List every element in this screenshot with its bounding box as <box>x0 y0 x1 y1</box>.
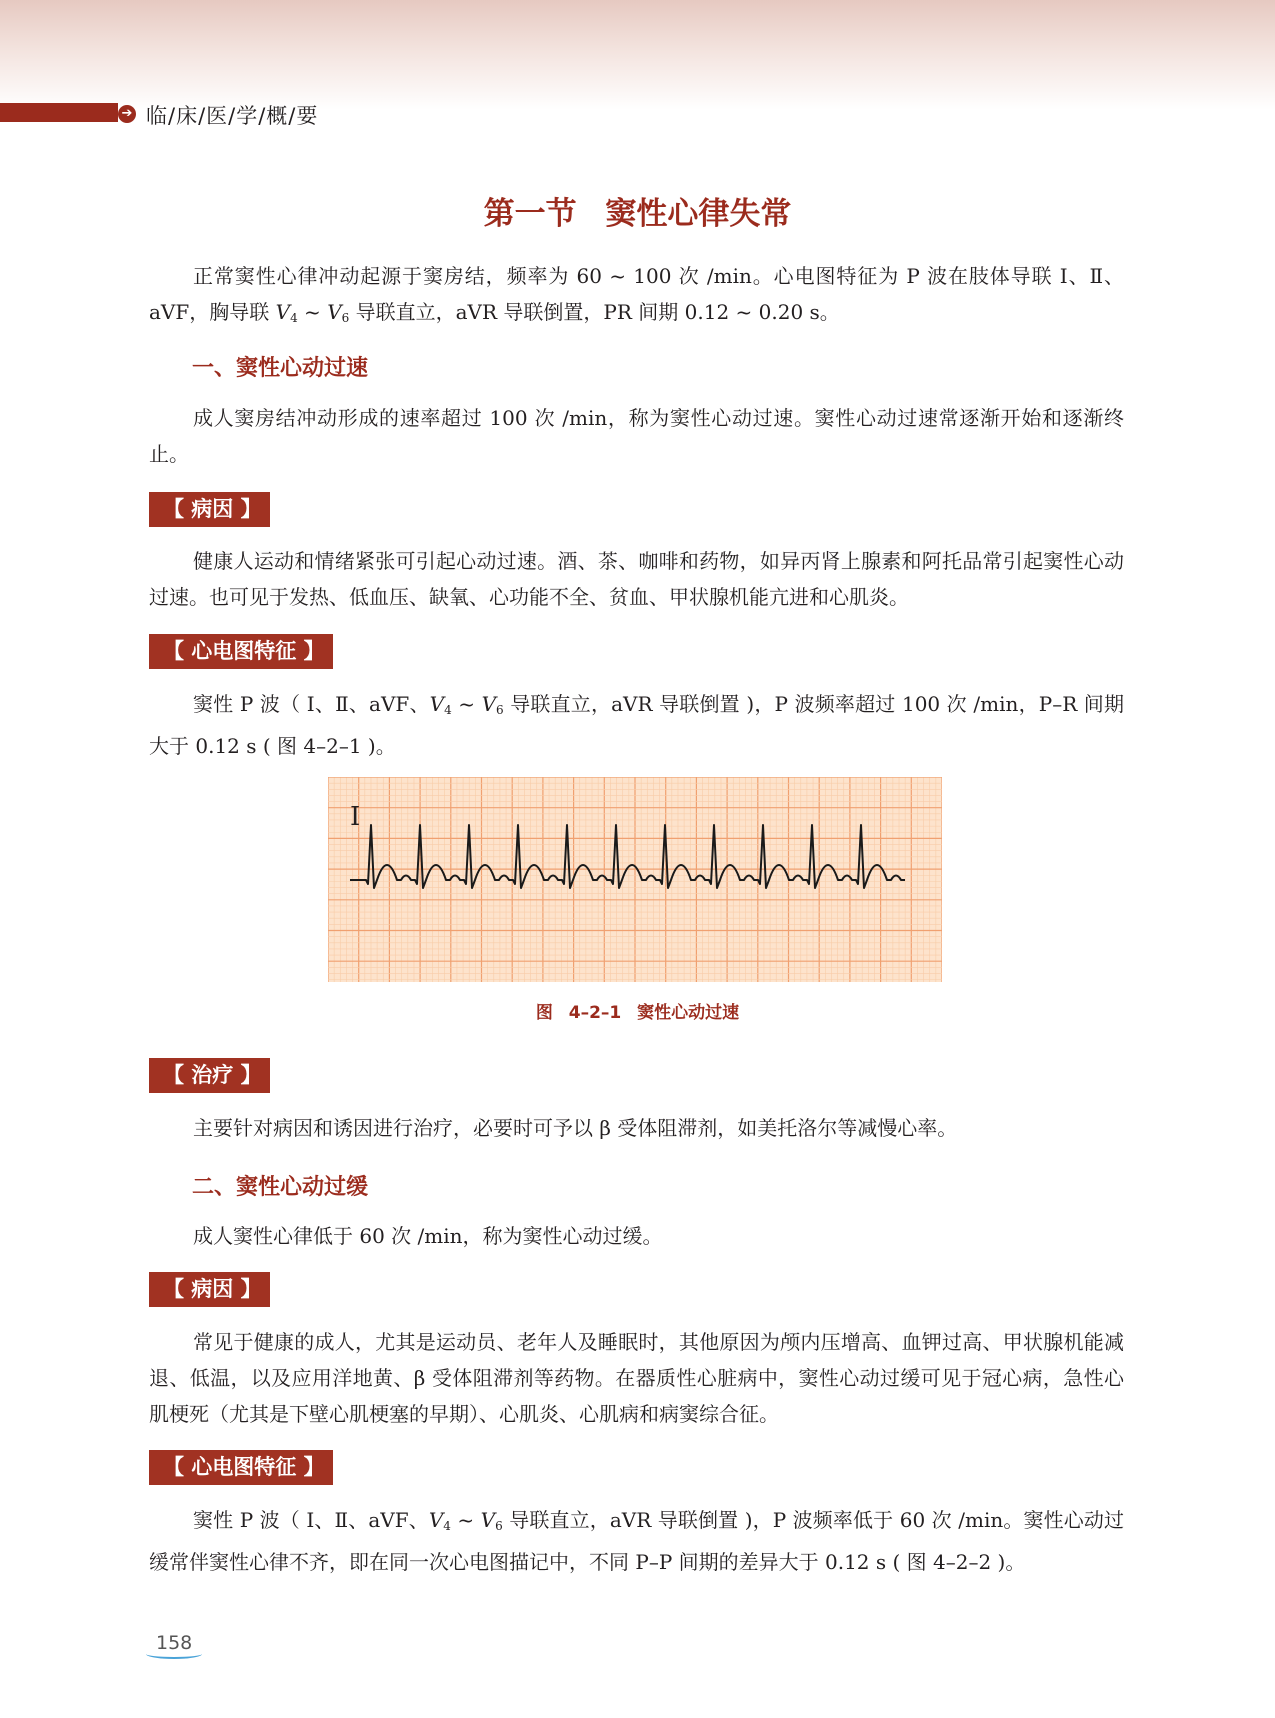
tachy-lead-v-to: V <box>481 692 497 716</box>
running-header-title: 临/床/医/学/概/要 <box>146 104 319 128</box>
brady-ecg-text <box>149 1502 1124 1580</box>
brady-ecg-text-1: 窦性 P 波（ Ⅰ、Ⅱ、aVF、 <box>193 1508 429 1532</box>
brady-lead-sub-to: 6 <box>495 1519 503 1533</box>
brady-lead-v-from: V <box>428 1508 444 1532</box>
header-arrow-icon: ➔ <box>118 105 136 123</box>
lead-v-to: V <box>327 300 342 324</box>
section-title: 第一节 窦性心律失常 <box>483 196 792 232</box>
brady-lead-sub-from: 4 <box>443 1519 451 1533</box>
tachy-lead-v-from: V <box>429 692 445 716</box>
intro-text-1: 正常窦性心律冲动起源于窦房结，频率为 60 ~ 100 次 /min。心电图特征为 P 波在肢体导联 Ⅰ、Ⅱ、aVF，胸导联 <box>149 264 1124 324</box>
tachy-treat-text: 主要针对病因和诱因进行治疗，必要时可予以 β 受体阻滞剂，如美托洛尔等减慢心率。 <box>193 1116 958 1140</box>
tachy-ecg-tilde: ~ <box>451 692 482 716</box>
brady-ecg-text-2: 导联直立，aVR 导联倒置 )，P 波频率低于 60 次 /min。窦性心动过缓常伴窦性心律不齐，即在同一次心电图描记中，不同 P–P 间期的差异大于 0.12 s ( 图 4–2–2 )。 <box>149 1508 1124 1574</box>
tachy-ecg-text-1: 窦性 P 波（ Ⅰ、Ⅱ、aVF、 <box>193 692 430 716</box>
tachy-lead-sub-from: 4 <box>444 703 452 717</box>
intro-tilde: ~ <box>297 300 328 324</box>
tachy-treat-tag: 【 治疗 】 <box>149 1058 270 1093</box>
page-number: 158 <box>156 1632 193 1654</box>
brady-definition: 成人窦性心律低于 60 次 /min，称为窦性心动过缓。 <box>193 1224 663 1248</box>
brady-heading: 二、窦性心动过缓 <box>192 1175 369 1200</box>
tachy-cause-tag: 【 病因 】 <box>149 492 270 527</box>
lead-sub-from: 4 <box>290 311 298 325</box>
tachy-ecg-text-2: 导联直立，aVR 导联倒置 )，P 波频率超过 100 次 /min，P–R 间期大于 0.12 s ( 图 4–2–1 )。 <box>149 692 1124 758</box>
tachy-ecg-tag: 【 心电图特征 】 <box>149 634 333 669</box>
brady-cause-tag: 【 病因 】 <box>149 1272 270 1307</box>
tachy-cause-text: 健康人运动和情绪紧张可引起心动过速。酒、茶、咖啡和药物，如异丙肾上腺素和阿托品常引起窦性心动过速。也可见于发热、低血压、缺氧、心功能不全、贫血、甲状腺机能亢进和心肌炎。 <box>149 549 1124 609</box>
lead-sub-to: 6 <box>341 311 350 325</box>
ecg-strip-image <box>328 777 942 982</box>
header-accent-bar <box>0 103 118 122</box>
brady-lead-v-to: V <box>480 1508 496 1532</box>
lead-v-from: V <box>275 300 291 324</box>
tachy-definition: 成人窦房结冲动形成的速率超过 100 次 /min，称为窦性心动过速。窦性心动过速常逐渐开始和逐渐终止。 <box>149 406 1124 466</box>
page-number-swoosh <box>146 1649 202 1659</box>
ecg-grid-lines <box>328 777 942 982</box>
intro-text-2: 导联直立，aVR 导联倒置，PR 间期 0.12 ~ 0.20 s。 <box>349 300 840 324</box>
intro-paragraph <box>149 258 1124 336</box>
top-gradient-band <box>0 0 1275 110</box>
ecg-figure <box>328 777 942 982</box>
brady-ecg-tag: 【 心电图特征 】 <box>149 1450 333 1485</box>
tachy-ecg-text <box>149 686 1124 764</box>
brady-cause-text: 常见于健康的成人，尤其是运动员、老年人及睡眠时，其他原因为颅内压增高、血钾过高、甲状腺机能减退、低温，以及应用洋地黄、β 受体阻滞剂等药物。在器质性心脏病中，窦性心动过缓可见于冠心病，急性心肌梗死（尤其是下壁心肌梗塞的早期）、心肌炎、心肌病和病窦综合征。 <box>149 1330 1124 1426</box>
figure-caption: 图 4–2–1 窦性心动过速 <box>535 1003 740 1023</box>
brady-ecg-tilde: ~ <box>450 1508 481 1532</box>
tachy-lead-sub-to: 6 <box>496 703 504 717</box>
tachy-heading: 一、窦性心动过速 <box>192 356 369 381</box>
ecg-lead-label: Ⅰ <box>350 802 361 832</box>
